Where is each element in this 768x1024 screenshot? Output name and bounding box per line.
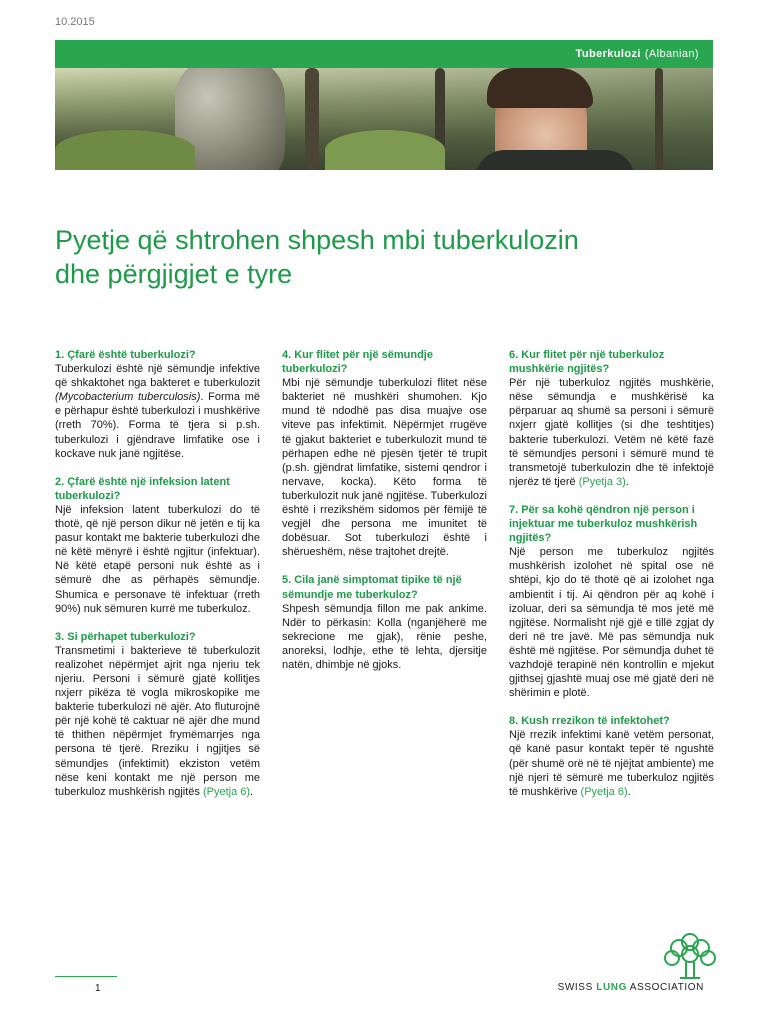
question-heading: 2. Çfarë është një infeksion latent tuberkulozi?: [55, 475, 230, 502]
document-date: 10.2015: [55, 16, 95, 28]
topic-language: (Albanian): [644, 48, 699, 60]
question-heading: 3. Si përhapet tuberkulozi?: [55, 630, 196, 643]
answer-text: Një person me tuberkuloz ngjitës mushkërish izolohet në spital ose në shtëpi, kjo do të thotë që ai izolohet nga ambientit i tij. Ai qëndron për aq kohë i izoluar, deri sa sëmundja të mos jetë më ngjitëse. Normalisht një gjë e tillë zgjat dy deri në tre javë. Më pas sëmundja nuk është më ngjitëse. Por sëmundja duhet të vazhdojë terapinë nën kontrollin e mjekut gjithsej gjashtë muaj ose më gjatë deri në shërimin e plotë.: [509, 546, 714, 700]
topic-banner: [55, 40, 713, 68]
answer-text: Një rrezik infektimi kanë vetëm personat, që kanë pasur kontakt tepër të ngushtë (për shumë orë në të njëjtat ambiente) me një njeri të sëmurë me tuberkuloz ngjitës të mushkërive (Pyetja 6).: [509, 729, 714, 798]
question-heading: 1. Çfarë është tuberkulozi?: [55, 349, 196, 361]
question-heading: 7. Për sa kohë qëndron një person i injektuar me tuberkuloz mushkërish ngjitës?: [509, 503, 698, 545]
answer-text: Tuberkulozi është një sëmundje infektive që shkaktohet nga bakteret e tuberkulozit (Mycobacterium tuberculosis). Forma më e përhapur është tuberkulozi i mushkërive (rreth 70%). Forma të tjera si p.sh. tuberkulozi i gjëndrave limfatike ose i kockave nuk janë ngjitëse.: [55, 363, 260, 460]
question-heading: 5. Cila janë simptomat tipike të një sëmundje me tuberkuloz?: [282, 574, 462, 601]
header-photo: [55, 68, 713, 170]
column-1: [55, 348, 260, 813]
footer-rule: [55, 976, 117, 977]
tree-icon: [662, 930, 718, 980]
column-2: [282, 348, 487, 686]
answer-text: Shpesh sëmundja fillon me pak ankime. Ndër to përkasin: Kolla (nganjëherë me sekrecione me gjak), rënie peshe, anoreksi, lodhje, ethe të lehta, djersitje natën, dhimbje në gjoks.: [282, 602, 487, 671]
cross-reference-link[interactable]: (Pyetja 6): [202, 785, 251, 798]
question-heading: 6. Kur flitet për një tuberkuloz mushkërie ngjitës?: [509, 349, 665, 376]
question-heading: 8. Kush rrezikon të infektohet?: [509, 715, 670, 728]
topic-title: Tuberkulozi: [575, 48, 641, 60]
cross-reference-link[interactable]: (Pyetja 3): [578, 475, 626, 488]
answer-text: Një infeksion latent tuberkulozi do të thotë, që një person dikur në jetën e tij ka pasur kontakt me bakterie tuberkulozi dhe në këtë mënyrë i është ngjitur (infektuar). Në këtë etapë personi nuk është as i sëmurë dhe as përhapës sëmundje. Shumica e personave të infektuar (rreth 90%) nuk sëmuren kurrë me tuberkuloz.: [55, 503, 260, 615]
question-heading: 4. Kur flitet për një sëmundje tuberkulozi?: [282, 349, 433, 376]
page-title: Pyetje që shtrohen shpesh mbi tuberkulozin dhe përgjigjet e tyre: [55, 225, 579, 289]
answer-text: Transmetimi i bakterieve të tuberkulozit realizohet nëpërmjet ajrit nga njeriu tek njeriu. Personi i sëmurë gjatë kollitjes nxjerr pikëza të vogla mikroskopike me bakterie tuberkulozi në ajër. Ato fluturojnë për një kohë të caktuar në ajër dhe mund të thithen nëpërmjet frymëmarrjes nga persona të tjerë. Rreziku i ngjitjes së sëmundjes (infektimit) ekziston vetëm nëse keni kontakt me një person me tuberkuloz mushkërish ngjitës (Pyetja 6).: [55, 644, 260, 798]
cross-reference-link[interactable]: (Pyetja 6): [580, 785, 628, 798]
column-3: [509, 348, 714, 813]
page-number: 1: [95, 983, 101, 994]
answer-text: Mbi një sëmundje tuberkulozi flitet nëse bakteriet në mushkëri shumohen. Kjo mund të ndodhë pas disa muajve ose viteve pas infektimit. Nëpërmjet rrugëve të gjakut bakteriet e tuberkulozit mund të përhapen edhe në pjesën tjetër të trupit (p.sh. gjëndrat limfatike, sistemi qendror i nervave, kocka). Këto forma të tuberkulozit nuk janë ngjitëse. Tuberkulozi është i rrezikshëm sidomos për fëmijë të vegjël dhe persona me imunitet të dobësuar. Sot tuberkulozi është i shërueshëm, nëse trajtohet drejtë.: [282, 377, 487, 559]
answer-text: Për një tuberkuloz ngjitës mushkërie, nëse sëmundja e mushkërisë ka përparuar aq shumë sa personi i sëmurë nxjerr gjatë kollitjes (si dhe teshtitjes) bakterie tuberkulozi. Vetëm në këtë fazë të sëmundjes personi i sëmurë mund të transmetojë tuberkulozin dhe të infektojë njerëz të tjerë (Pyetja 3).: [509, 377, 714, 488]
organization-logo: SWISS LUNG ASSOCIATION: [557, 982, 704, 993]
